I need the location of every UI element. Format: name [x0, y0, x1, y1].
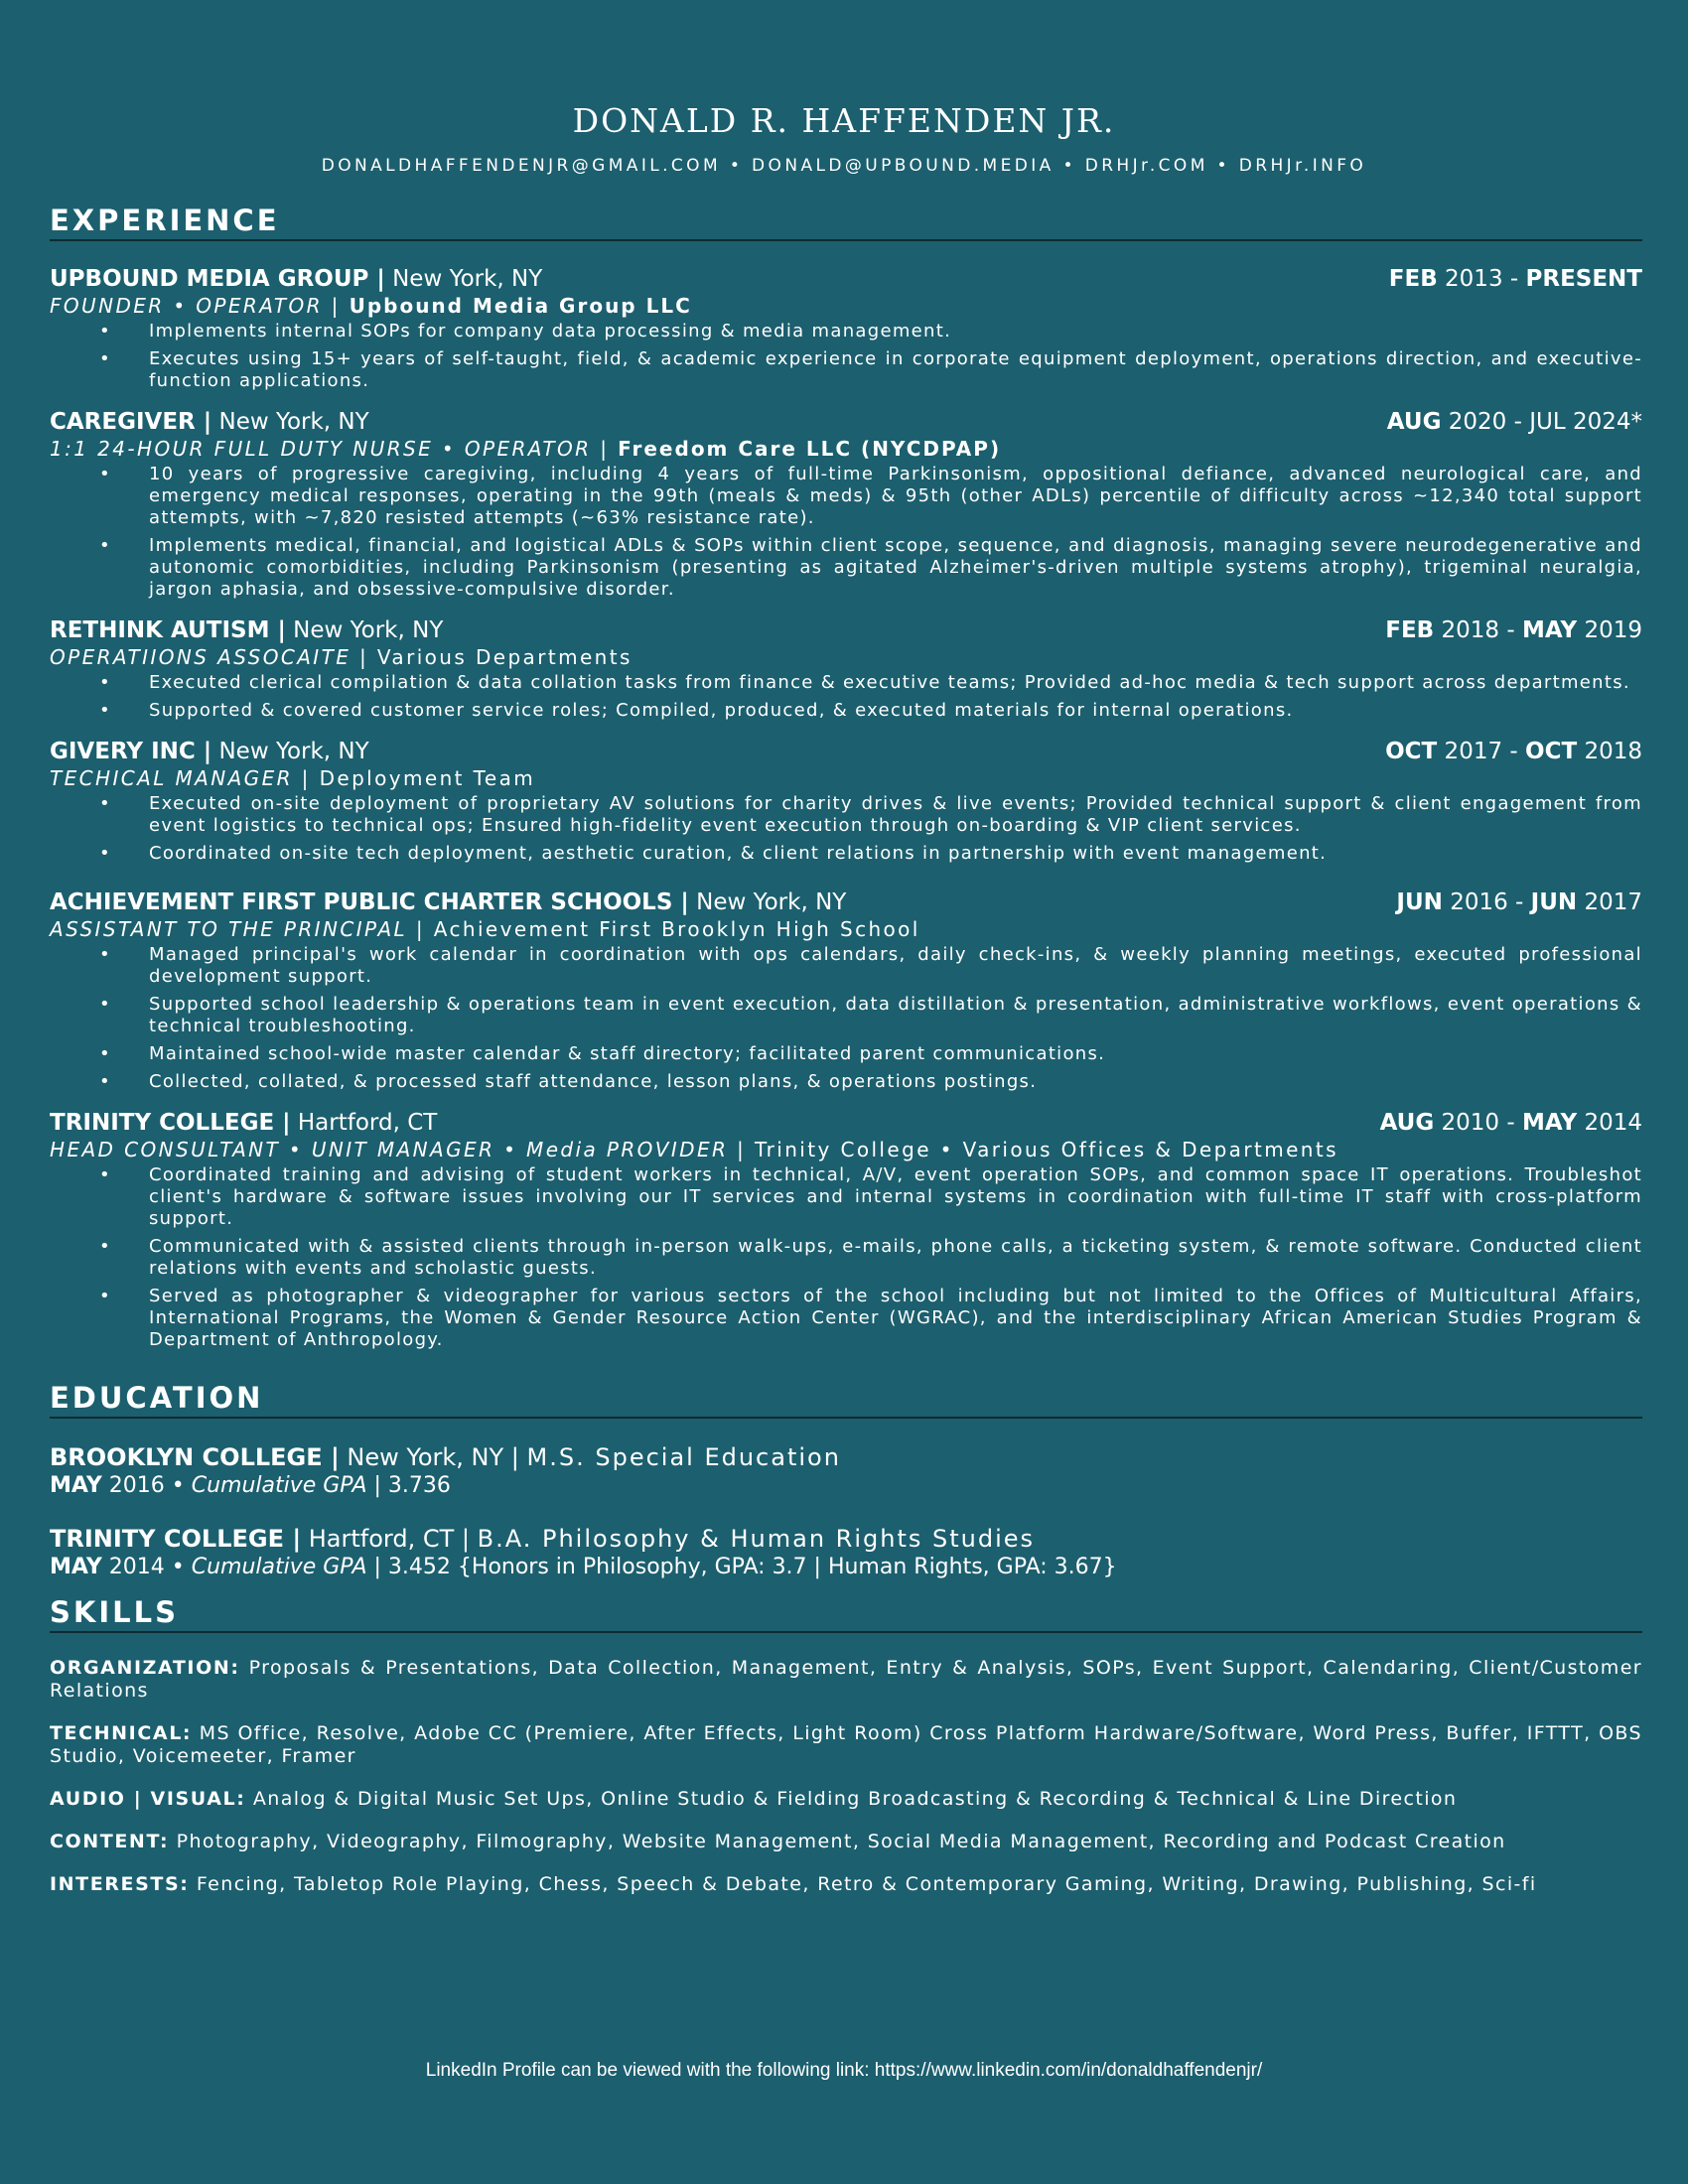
job-entry: [50, 888, 1642, 1093]
job-bullet: • Implements medical, financial, and logistical ADLs & SOPs within client scope, sequence, and diagnosis, managing severe neurodegenerative and autonomic comorbidities, including Parkinsonism (presenting as agitated Alzheimer's-driven multiple systems atrophy), trigeminal neuralgia, jargon aphasia, and obsessive-compulsive disorder.: [50, 535, 1642, 601]
job-org: GIVERY INC |: [50, 739, 212, 764]
job-role: FOUNDER • OPERATOR | Upbound Media Group LLC: [50, 294, 692, 318]
edu-school: TRINITY COLLEGE |: [50, 1525, 302, 1553]
job-dates: JUN 2016 - JUN 2017: [1396, 889, 1642, 915]
job-org: TRINITY COLLEGE |: [50, 1110, 291, 1136]
skill-row: INTERESTS: Fencing, Tabletop Role Playing, Chess, Speech & Debate, Retro & Contemporary Gaming, Writing, Drawing, Publishing, Sci-fi: [50, 1873, 1537, 1895]
job-bullet: • Managed principal's work calendar in coordination with ops calendars, daily check-ins, & weekly planning meetings, executed professional development support.: [50, 944, 1642, 988]
job-entry: [50, 616, 1642, 722]
edu-gpa: | 3.736: [366, 1473, 451, 1498]
job-role: HEAD CONSULTANT • UNIT MANAGER • Media PROVIDER | Trinity College • Various Offices & Departments: [50, 1138, 1338, 1161]
job-role: 1:1 24-HOUR FULL DUTY NURSE • OPERATOR | Freedom Care LLC (NYCDPAP): [50, 437, 1002, 461]
job-role: ASSISTANT TO THE PRINCIPAL | Achievement First Brooklyn High School: [50, 917, 920, 941]
edu-location: Hartford, CT |: [301, 1525, 478, 1553]
job-location: New York, NY: [688, 889, 847, 915]
edu-school: BROOKLYN COLLEGE |: [50, 1443, 340, 1471]
job-location: New York, NY: [211, 739, 369, 764]
job-bullet: • Maintained school-wide master calendar & staff directory; facilitated parent communications.: [50, 1043, 1642, 1065]
job-org: ACHIEVEMENT FIRST PUBLIC CHARTER SCHOOLS |: [50, 889, 689, 915]
edu-location: New York, NY |: [339, 1443, 527, 1471]
edu-year: 2016 •: [101, 1473, 192, 1498]
edu-gpa-label: Cumulative GPA: [191, 1555, 367, 1579]
job-location: Hartford, CT: [290, 1110, 438, 1136]
job-org: RETHINK AUTISM |: [50, 617, 286, 643]
job-dates: FEB 2018 - MAY 2019: [1385, 617, 1642, 643]
job-bullet: • Communicated with & assisted clients through in-person walk-ups, e-mails, phone calls, a ticketing system, & remote software. Conducted client relations with events and scholastic guests.: [50, 1236, 1642, 1280]
edu-degree: B.A. Philosophy & Human Rights Studies: [477, 1525, 1036, 1553]
edu-year: 2014 •: [101, 1555, 192, 1579]
job-entry: [50, 1109, 1642, 1351]
candidate-name: DONALD R. HAFFENDEN JR.: [572, 101, 1116, 140]
resume-body: [50, 204, 1642, 1916]
edu-gpa-label: Cumulative GPA: [191, 1473, 367, 1498]
job-location: New York, NY: [211, 409, 369, 435]
job-bullet: • Executed clerical compilation & data collation tasks from finance & executive teams; Provided ad-hoc media & tech support across departments.: [50, 672, 1642, 694]
job-bullet: • Collected, collated, & processed staff attendance, lesson plans, & operations postings.: [50, 1071, 1642, 1093]
job-bullet: • Served as photographer & videographer for various sectors of the school including but not limited to the Offices of Multicultural Affairs, International Programs, the Women & Gender Resource Action Center (WGRAC), and the interdisciplinary African American Studies Program & Department of Anthropology.: [50, 1286, 1642, 1351]
job-bullet: • Supported school leadership & operations team in event execution, data distillation & presentation, administrative workflows, event operations & technical troubleshooting.: [50, 994, 1642, 1037]
job-role: OPERATIIONS ASSOCAITE | Various Departments: [50, 645, 633, 669]
skills-heading: SKILLS: [50, 1595, 1642, 1633]
job-role: TECHICAL MANAGER | Deployment Team: [50, 766, 536, 790]
job-bullet: • Implements internal SOPs for company data processing & media management.: [50, 321, 1642, 342]
edu-month: MAY: [50, 1473, 102, 1498]
skill-row: CONTENT: Photography, Videography, Filmography, Website Management, Social Media Management, Recording and Podcast Creation: [50, 1831, 1506, 1852]
edu-gpa: | 3.452 {Honors in Philosophy, GPA: 3.7 | Human Rights, GPA: 3.67}: [366, 1555, 1117, 1579]
job-org: UPBOUND MEDIA GROUP |: [50, 266, 385, 292]
job-location: New York, NY: [285, 617, 444, 643]
job-bullet: • Coordinated on-site tech deployment, aesthetic curation, & client relations in partnership with event management.: [50, 843, 1642, 865]
skill-row: AUDIO | VISUAL: Analog & Digital Music Set Ups, Online Studio & Fielding Broadcasting & Recording & Technical & Line Direction: [50, 1788, 1458, 1810]
skill-row: TECHNICAL: MS Office, Resolve, Adobe CC (Premiere, After Effects, Light Room) Cross Platform Hardware/Software, Word Press, Buffer, IFTTT, OBS Studio, Voicemeeter, Framer: [50, 1722, 1642, 1767]
job-dates: FEB 2013 - PRESENT: [1388, 266, 1642, 292]
skill-row: ORGANIZATION: Proposals & Presentations, Data Collection, Management, Entry & Analysis, SOPs, Event Support, Calendaring, Client/Customer Relations: [50, 1657, 1642, 1702]
linkedin-footer: LinkedIn Profile can be viewed with the following link: https://www.linkedin.com/in/donaldhaffendenjr/: [425, 2060, 1263, 2081]
job-bullet: • Executes using 15+ years of self-taught, field, & academic experience in corporate equipment deployment, operations direction, and executive-function applications.: [50, 348, 1642, 392]
job-bullet: • Supported & covered customer service roles; Compiled, produced, & executed materials for internal operations.: [50, 700, 1642, 722]
job-org: CAREGIVER |: [50, 409, 212, 435]
job-dates: AUG 2010 - MAY 2014: [1379, 1110, 1642, 1136]
edu-degree: M.S. Special Education: [526, 1443, 841, 1471]
job-dates: OCT 2017 - OCT 2018: [1385, 739, 1642, 764]
resume-header: [0, 0, 1688, 176]
contact-line: DONALDHAFFENDENJR@GMAIL.COM • DONALD@UPBOUND.MEDIA • DRHJr.COM • DRHJr.INFO: [321, 156, 1367, 176]
job-bullet: • Coordinated training and advising of student workers in technical, A/V, event operation SOPs, and common space IT operations. Troubleshot client's hardware & software issues involving our IT services and internal systems in coordination with full-time IT staff with cross-platform support.: [50, 1164, 1642, 1230]
edu-month: MAY: [50, 1555, 102, 1579]
job-location: New York, NY: [384, 266, 543, 292]
experience-heading: EXPERIENCE: [50, 204, 1642, 241]
job-entry: [50, 265, 1642, 392]
job-bullet: • Executed on-site deployment of proprietary AV solutions for charity drives & live events; Provided technical support & client engagement from event logistics to technical ops; Ensured high-fidelity event execution through on-boarding & VIP client services.: [50, 793, 1642, 837]
job-entry: [50, 408, 1642, 601]
education-heading: EDUCATION: [50, 1381, 1642, 1419]
job-dates: AUG 2020 - JUL 2024*: [1386, 409, 1642, 435]
job-entry: [50, 738, 1642, 865]
education-entry: [50, 1524, 1642, 1581]
job-bullet: • 10 years of progressive caregiving, including 4 years of full-time Parkinsonism, oppositional defiance, advanced neurological care, and emergency medical responses, operating in the 99th (meals & meds) & 95th (other ADLs) percentile of difficulty across ~12,340 total support attempts, with ~7,820 resisted attempts (~63% resistance rate).: [50, 464, 1642, 529]
education-entry: [50, 1442, 1642, 1500]
